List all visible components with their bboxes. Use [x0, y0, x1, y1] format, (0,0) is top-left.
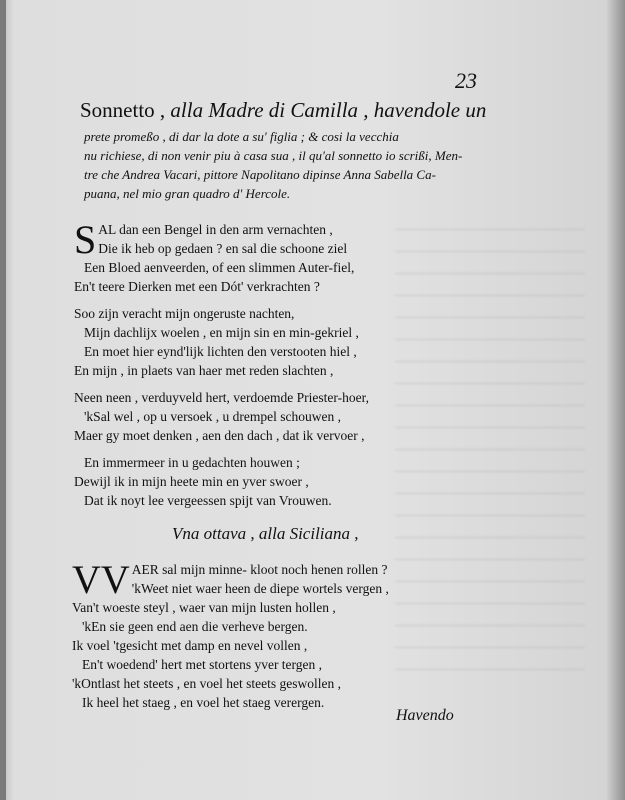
verse-line: En mijn , in plaets van haer met reden slachten ,	[74, 363, 334, 378]
heading-word-sonnetto: Sonnetto ,	[80, 98, 166, 122]
verse-line: AER sal mijn minne- kloot noch henen rollen ?	[131, 562, 388, 577]
heading-subtitle-line: prete promeßo , di dar la dote a su' figlia ; & cosi la vecchia	[84, 129, 399, 144]
verse-line: Ik heel het staeg , en voel het staeg verergen.	[82, 695, 325, 710]
verse-line: Die ik heb op gedaen ? en sal die schoone ziel	[98, 241, 348, 256]
ottava-title: Vna ottava , alla Siciliana ,	[172, 524, 359, 543]
verse-line: En't woedend' hert met stortens yver tergen ,	[82, 657, 323, 672]
verse-line: 'kWeet niet waer heen de diepe wortels vergen ,	[131, 581, 389, 596]
page-right-edge	[607, 0, 625, 800]
verse-line: Soo zijn veracht mijn ongeruste nachten,	[74, 306, 295, 321]
verse-line: Dat ik noyt lee vergeessen spijt van Vrouwen.	[84, 493, 332, 508]
verse-line: Mijn dachlijx woelen , en mijn sin en min-gekriel ,	[84, 325, 359, 340]
sonnet-body	[74, 217, 474, 510]
verse-line: Neen neen , verduyveld hert, verdoemde Priester-hoer,	[74, 390, 369, 405]
verse-line: Maer gy moet denken , aen den dach , dat ik vervoer ,	[74, 428, 365, 443]
verse-line: 'kEn sie geen end aen die verheve bergen.	[82, 619, 308, 634]
verse-line: Van't woeste steyl , waer van mijn lusten hollen ,	[72, 600, 336, 615]
verse-line: En immermeer in u gedachten houwen ;	[84, 455, 300, 470]
sonnet-drop-cap: S	[74, 217, 97, 262]
heading-subtitle	[80, 127, 520, 203]
verse-line: 'kOntlast het steets , en voel het steets geswollen ,	[72, 676, 341, 691]
ottava-drop-cap: VV	[72, 557, 130, 602]
heading-subtitle-line: nu richiese, di non venir piu à casa sua , il qu'al sonnetto io scrißi, Men-	[84, 148, 463, 163]
sonnet-heading	[80, 100, 520, 203]
verse-line: 'kSal wel , op u versoek , u drempel schouwen ,	[84, 409, 342, 424]
verse-line: Ik voel 'tgesicht met damp en nevel vollen ,	[72, 638, 308, 653]
page-number: 23	[455, 68, 477, 93]
verse-line: En moet hier eynd'lijk lichten den verstooten hiel ,	[84, 344, 357, 359]
verse-line: En't teere Dierken met een Dót' verkrachten ?	[74, 279, 320, 294]
verse-line: Een Bloed aenveerden, of een slimmen Auter-fiel,	[84, 260, 355, 275]
verse-line: AL dan een Bengel in den arm vernachten ,	[98, 222, 333, 237]
heading-subtitle-line: tre che Andrea Vacari, pittore Napolitano dipinse Anna Sabella Ca-	[84, 167, 436, 182]
verse-line: Dewijl ik in mijn heete min en yver swoer ,	[74, 474, 309, 489]
ottava-body	[72, 557, 472, 712]
heading-main-line	[80, 100, 520, 121]
catchword: Havendo	[396, 707, 454, 724]
heading-dedication: alla Madre di Camilla , havendole un	[170, 98, 487, 122]
page-left-edge	[0, 0, 6, 800]
heading-subtitle-line: puana, nel mio gran quadro d' Hercole.	[84, 186, 291, 201]
